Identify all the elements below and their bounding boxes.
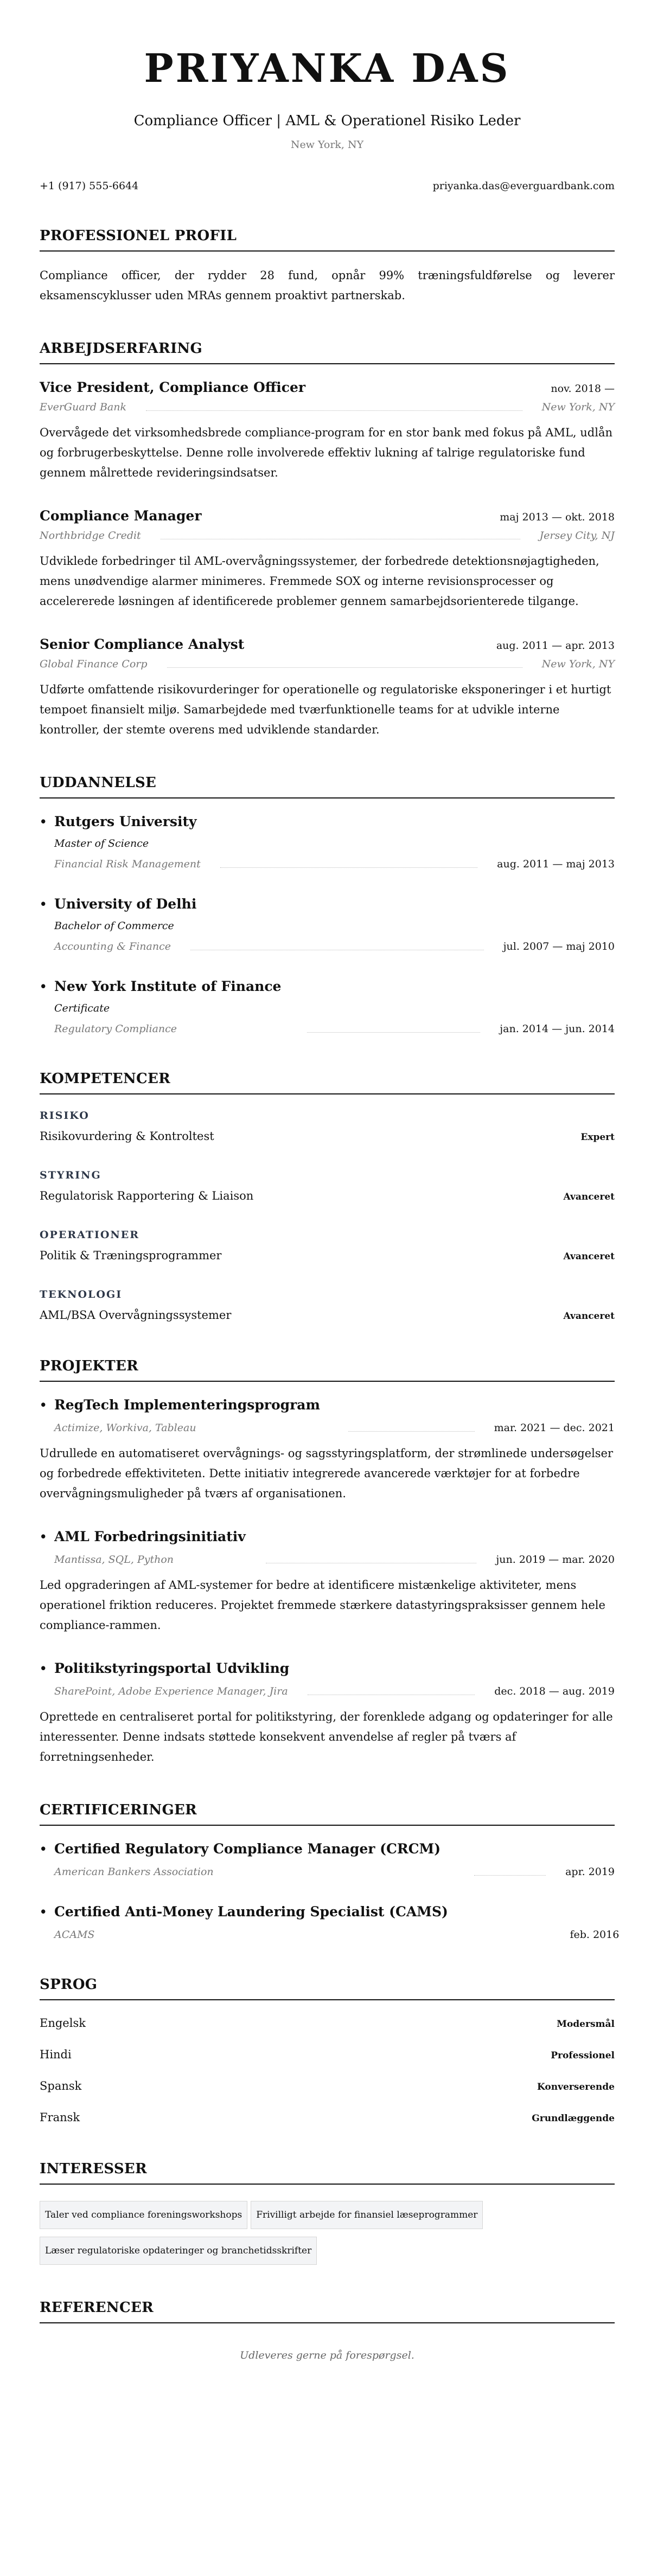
job-location: New York, NY bbox=[541, 658, 615, 670]
project-name: • RegTech Implementeringsprogram bbox=[54, 1397, 320, 1413]
language-level: Professionel bbox=[551, 2050, 615, 2061]
certification-date: feb. 2016 bbox=[570, 1929, 620, 1941]
job-description: Udførte omfattende risikovurderinger for operationelle og regulatoriske eksponeringer i et hurtigt tempoet finansielt miljø. Samarbejdede med tværfunktionelle teams for at udvikle interne kontroller, der stemte overens med udviklende standarder. bbox=[40, 683, 611, 736]
section-languages bbox=[40, 1975, 615, 2126]
dotted-leader bbox=[220, 867, 477, 868]
skill-category: TEKNOLOGI bbox=[40, 1289, 123, 1300]
dotted-leader bbox=[307, 1032, 480, 1033]
skill-category: STYRING bbox=[40, 1169, 101, 1181]
interest-tag: Frivilligt arbejde for finansiel læseprogrammer bbox=[251, 2201, 483, 2229]
education-entry bbox=[40, 977, 615, 1036]
section-projects bbox=[40, 1357, 615, 1767]
project-dates: jun. 2019 — mar. 2020 bbox=[496, 1554, 615, 1566]
job-location: New York, NY bbox=[541, 401, 615, 413]
resume-header bbox=[40, 0, 615, 152]
education-entry bbox=[40, 895, 615, 954]
contact-row bbox=[40, 179, 615, 193]
section-title: SPROG bbox=[40, 1975, 615, 2000]
certification-name: • Certified Anti-Money Laundering Specialist (CAMS) bbox=[54, 1904, 448, 1920]
project-tools: Mantissa, SQL, Python bbox=[54, 1554, 174, 1566]
education-entry bbox=[40, 813, 615, 871]
language-name: Spansk bbox=[40, 2079, 82, 2092]
section-interests bbox=[40, 2160, 615, 2265]
certification-issuer: ACAMS bbox=[54, 1929, 95, 1941]
degree: Certificate bbox=[54, 1002, 110, 1014]
section-title: KOMPETENCER bbox=[40, 1070, 615, 1094]
language-level: Konverserende bbox=[537, 2082, 615, 2092]
project-dates: mar. 2021 — dec. 2021 bbox=[494, 1422, 615, 1434]
language-name: Engelsk bbox=[40, 2017, 86, 2030]
skill-name: AML/BSA Overvågningssystemer bbox=[40, 1309, 232, 1322]
section-title: PROFESSIONEL PROFIL bbox=[40, 227, 615, 252]
section-title: ARBEJDSERFARING bbox=[40, 339, 615, 364]
section-certifications bbox=[40, 1801, 620, 1942]
skill-group bbox=[40, 1228, 615, 1264]
education-dates: jul. 2007 — maj 2010 bbox=[503, 941, 615, 952]
candidate-name: PRIYANKA DAS bbox=[144, 45, 510, 91]
skill-category: OPERATIONER bbox=[40, 1229, 140, 1241]
certification-entry bbox=[40, 1903, 620, 1942]
dotted-leader bbox=[167, 667, 522, 668]
skill-category: RISIKO bbox=[40, 1110, 90, 1122]
job-entry bbox=[40, 378, 615, 483]
job-description: Udviklede forbedringer til AML-overvågningssystemer, der forbedrede detektionsnøjagtigheden, mens unødvendige alarmer minimeres. Fremmede SOX og interne revisionsprocesser og accelererede løsningen af identificerede problemer gennem samarbejdsorienterede tilgange. bbox=[40, 555, 599, 608]
job-dates: maj 2013 — okt. 2018 bbox=[500, 511, 615, 523]
language-level: Modersmål bbox=[557, 2019, 615, 2030]
job-company: Northbridge Credit bbox=[40, 530, 141, 542]
job-title: Vice President, Compliance Officer bbox=[40, 379, 306, 395]
interest-tag: Taler ved compliance foreningsworkshops bbox=[40, 2201, 247, 2229]
language-row bbox=[40, 2014, 615, 2032]
section-references bbox=[40, 2298, 615, 2432]
degree: Master of Science bbox=[54, 838, 149, 849]
job-company: EverGuard Bank bbox=[40, 401, 126, 413]
language-row bbox=[40, 2109, 615, 2126]
skill-level: Avanceret bbox=[563, 1251, 615, 1262]
interest-tags bbox=[40, 2201, 615, 2265]
email-link[interactable]: priyanka.das@everguardbank.com bbox=[432, 180, 615, 192]
job-description: Overvågede det virksomhedsbrede compliance-program for en stor bank med fokus på AML, udlån og forbrugerbeskyttelse. Denne rolle involverede effektiv lukning af talrige regulatoriske fund gennem målrettede revideringsindsatser. bbox=[40, 426, 612, 479]
language-name: Hindi bbox=[40, 2048, 72, 2061]
certification-issuer: American Bankers Association bbox=[54, 1866, 214, 1878]
job-company: Global Finance Corp bbox=[40, 658, 148, 670]
section-experience bbox=[40, 339, 615, 740]
job-location: Jersey City, NJ bbox=[539, 530, 615, 542]
project-description: Udrullede en automatiseret overvågnings- og sagsstyringsplatform, der strømlinede undersøgelser og forbedrede effektiviteten. Dette initiativ integrerede avancerede værktøjer for at forbedre overvågningsmuligheder på tværs af organisationen. bbox=[40, 1447, 614, 1500]
section-skills bbox=[40, 1070, 615, 1323]
interest-tag: Læser regulatoriske opdateringer og branchetidsskrifter bbox=[40, 2237, 317, 2265]
job-dates: nov. 2018 — bbox=[551, 383, 615, 395]
references-note: Udleveres gerne på forespørgsel. bbox=[240, 2349, 414, 2361]
project-tools: Actimize, Workiva, Tableau bbox=[54, 1422, 196, 1434]
project-entry bbox=[40, 1659, 615, 1767]
project-name: • Politikstyringsportal Udvikling bbox=[54, 1660, 290, 1676]
language-name: Fransk bbox=[40, 2111, 80, 2124]
section-title: UDDANNELSE bbox=[40, 774, 615, 798]
project-entry bbox=[40, 1528, 615, 1635]
field-of-study: Financial Risk Management bbox=[54, 858, 201, 870]
section-title: CERTIFICERINGER bbox=[40, 1801, 615, 1826]
certification-date: apr. 2019 bbox=[565, 1866, 615, 1878]
skill-name: Politik & Træningsprogrammer bbox=[40, 1249, 222, 1262]
skill-name: Regulatorisk Rapportering & Liaison bbox=[40, 1189, 254, 1202]
school-name: • New York Institute of Finance bbox=[54, 978, 282, 994]
skill-group bbox=[40, 1109, 615, 1144]
field-of-study: Accounting & Finance bbox=[54, 941, 171, 952]
school-name: • Rutgers University bbox=[54, 814, 197, 829]
job-title: Senior Compliance Analyst bbox=[40, 636, 245, 652]
phone-number: +1 (917) 555-6644 bbox=[40, 180, 139, 192]
skill-group bbox=[40, 1287, 615, 1323]
skill-level: Avanceret bbox=[563, 1192, 615, 1202]
skill-level: Avanceret bbox=[563, 1311, 615, 1322]
candidate-tagline: Compliance Officer | AML & Operationel Risiko Leder bbox=[133, 113, 521, 129]
project-description: Oprettede en centraliseret portal for politikstyring, der forenklede adgang og opdateringer for alle interessenter. Denne indsats støttede konsekvent anvendelse af regler på tværs af forretningsenheder. bbox=[40, 1710, 613, 1763]
language-row bbox=[40, 2077, 615, 2095]
section-title: REFERENCER bbox=[40, 2298, 615, 2323]
section-title: PROJEKTER bbox=[40, 1357, 615, 1382]
skill-level: Expert bbox=[580, 1132, 615, 1143]
project-dates: dec. 2018 — aug. 2019 bbox=[494, 1685, 615, 1697]
project-entry bbox=[40, 1396, 615, 1504]
language-level: Grundlæggende bbox=[532, 2113, 615, 2124]
project-description: Led opgraderingen af AML-systemer for bedre at identificere mistænkelige aktiviteter, mens operationel friktion reduceres. Projektet fremmede stærkere datastyringspraksisser gennem hele compliance-rammen. bbox=[40, 1579, 605, 1632]
field-of-study: Regulatory Compliance bbox=[54, 1023, 177, 1035]
section-profile bbox=[40, 227, 615, 306]
profile-summary: Compliance officer, der rydder 28 fund, opnår 99% træningsfuldførelse og leverer eksamenscyklusser uden MRAs gennem proaktivt partnerskab. bbox=[40, 269, 615, 302]
education-dates: aug. 2011 — maj 2013 bbox=[497, 858, 615, 870]
education-dates: jan. 2014 — jun. 2014 bbox=[500, 1023, 615, 1035]
certification-entry bbox=[40, 1840, 615, 1879]
degree: Bachelor of Commerce bbox=[54, 920, 174, 932]
project-tools: SharePoint, Adobe Experience Manager, Jira bbox=[54, 1685, 288, 1697]
job-entry bbox=[40, 635, 615, 740]
job-dates: aug. 2011 — apr. 2013 bbox=[496, 640, 615, 652]
skill-group bbox=[40, 1168, 615, 1204]
section-title: INTERESSER bbox=[40, 2160, 615, 2185]
school-name: • University of Delhi bbox=[54, 896, 197, 912]
job-title: Compliance Manager bbox=[40, 508, 202, 524]
candidate-location: New York, NY bbox=[290, 139, 364, 151]
project-name: • AML Forbedringsinitiativ bbox=[54, 1529, 246, 1544]
certification-name: • Certified Regulatory Compliance Manager (CRCM) bbox=[54, 1841, 441, 1857]
dotted-leader bbox=[146, 410, 522, 411]
dotted-leader bbox=[348, 1431, 475, 1432]
language-row bbox=[40, 2046, 615, 2063]
skill-name: Risikovurdering & Kontroltest bbox=[40, 1130, 214, 1143]
job-entry bbox=[40, 507, 615, 611]
section-education bbox=[40, 774, 615, 1036]
dotted-leader bbox=[474, 1875, 546, 1876]
